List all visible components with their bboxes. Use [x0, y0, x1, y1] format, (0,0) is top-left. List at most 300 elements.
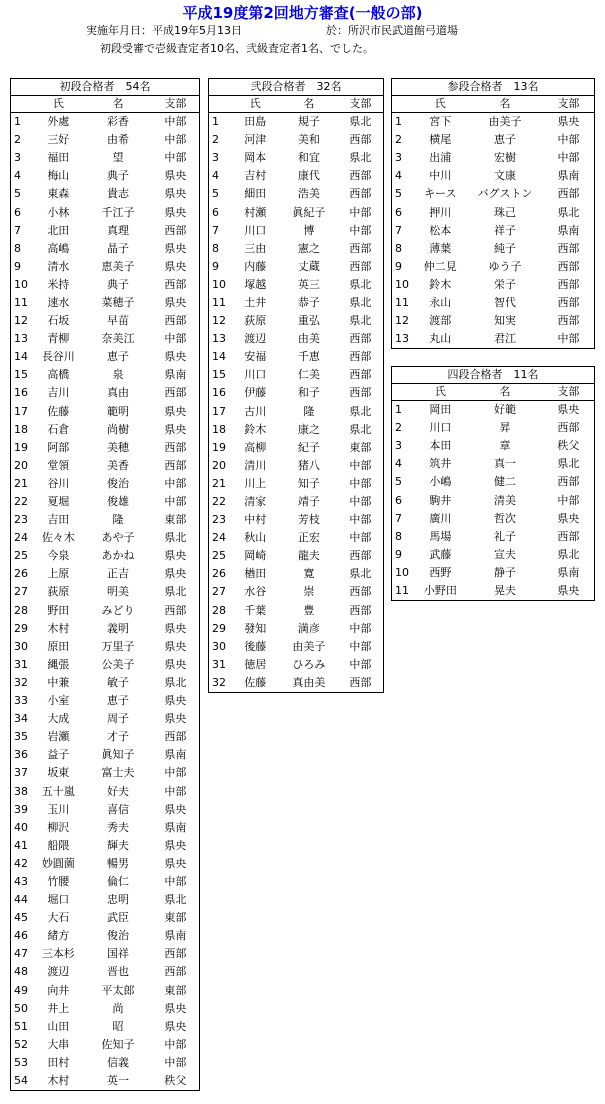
table-row: [11, 366, 200, 384]
family-name: 宮下: [429, 115, 452, 129]
given-name: あや子: [101, 531, 135, 545]
given-name: 恵美子: [101, 259, 135, 273]
family-name: 廣川: [429, 511, 452, 525]
row-number: 16: [11, 384, 33, 402]
family-name: 川口: [244, 368, 267, 382]
table-row: [11, 674, 200, 692]
exam-summary: 初段受審で壱級査定者10名、弐級査定者1名、でした。: [100, 42, 374, 55]
given-name: 俊治: [106, 476, 129, 490]
table-row: [11, 855, 200, 873]
given-name: 豊: [303, 603, 315, 617]
table-row: [209, 294, 384, 312]
branch: 西部: [543, 276, 595, 294]
family-name: 東森: [47, 187, 70, 201]
family-name: 小野田: [413, 582, 467, 601]
table-row: [209, 529, 384, 547]
family-name: 堀口: [47, 893, 70, 907]
branch: 県央: [543, 510, 595, 528]
row-number: 10: [11, 276, 33, 294]
given-name: 真由美: [280, 674, 338, 693]
family-name: 三本杉: [41, 947, 75, 961]
row-number: 20: [209, 457, 231, 475]
table-row: [392, 294, 595, 312]
given-name: 美和: [297, 133, 320, 147]
branch: 中部: [152, 330, 200, 348]
given-name: 眞知子: [101, 748, 135, 762]
table-row: [11, 638, 200, 656]
row-number: 48: [11, 963, 33, 981]
table-row: [11, 384, 200, 402]
table-row: [11, 1000, 200, 1018]
family-name: 柳沢: [47, 820, 70, 834]
family-name: 吉村: [244, 169, 267, 183]
row-number: 33: [11, 692, 33, 710]
given-name: 英一: [84, 1072, 152, 1091]
given-name: 富士夫: [101, 766, 135, 780]
table-row: [209, 167, 384, 185]
row-number: 7: [11, 222, 33, 240]
given-name: 好範: [494, 403, 516, 417]
table-row: [11, 963, 200, 981]
table-row: [209, 384, 384, 402]
table-row: [392, 473, 595, 491]
section-title: 四段合格者 11名: [392, 367, 595, 384]
branch: 東部: [152, 511, 200, 529]
branch: 中部: [543, 131, 595, 149]
family-name: 田村: [47, 1055, 70, 1069]
branch: 秩父: [152, 1072, 200, 1091]
table-row: [11, 1018, 200, 1036]
given-name: 章: [499, 439, 511, 453]
family-name: 坂東: [47, 766, 70, 780]
given-name: 満彦: [297, 621, 320, 635]
branch: 県央: [543, 113, 595, 132]
family-name: 押川: [429, 205, 452, 219]
given-name: 美穂: [106, 440, 129, 454]
given-name: ひろみ: [292, 657, 326, 671]
given-name: 祥子: [494, 223, 517, 237]
row-number: 9: [392, 258, 414, 276]
given-name: 恭子: [297, 295, 320, 309]
given-name: 泉: [112, 368, 124, 382]
given-name: 敏子: [106, 675, 129, 689]
family-name: 大串: [47, 1037, 70, 1051]
table-row: [209, 330, 384, 348]
row-number: 5: [11, 185, 33, 203]
family-name: 米持: [47, 277, 70, 291]
given-name: 康之: [297, 422, 320, 436]
table-row: [11, 891, 200, 909]
family-name: 仲二見: [423, 259, 457, 273]
row-number: 23: [11, 511, 33, 529]
branch: 西部: [543, 473, 595, 491]
row-number: 13: [209, 330, 231, 348]
family-name: 渡辺: [244, 332, 267, 346]
row-number: 30: [209, 638, 231, 656]
table-row: [11, 547, 200, 565]
family-name: 河津: [244, 133, 267, 147]
row-number: 1: [11, 113, 33, 132]
table-row: [392, 203, 595, 221]
table-row: [209, 203, 384, 221]
table-row: [11, 421, 200, 439]
table-row: [209, 493, 384, 511]
column-header-given: 名: [467, 384, 543, 401]
table-row: [392, 455, 595, 473]
branch: 県央: [152, 185, 200, 203]
branch: 県南: [543, 222, 595, 240]
branch: 西部: [152, 457, 200, 475]
row-number: 30: [11, 638, 33, 656]
table-row: [11, 801, 200, 819]
given-name: 才子: [106, 730, 129, 744]
table-row: [11, 222, 200, 240]
row-number: 52: [11, 1036, 33, 1054]
row-number: 42: [11, 855, 33, 873]
given-name: 静子: [494, 565, 516, 579]
given-name: 尚: [112, 1001, 124, 1015]
table-row: [392, 149, 595, 167]
table-row: [11, 276, 200, 294]
branch: 県北: [338, 312, 384, 330]
branch: 西部: [543, 419, 595, 437]
given-name: 菜穂子: [101, 295, 135, 309]
branch: 東部: [152, 982, 200, 1000]
family-name: 三由: [244, 241, 267, 255]
family-name: 佐々木: [41, 531, 75, 545]
row-number: 9: [11, 258, 33, 276]
branch: 県央: [152, 421, 200, 439]
branch: 中部: [338, 529, 384, 547]
column-header-branch: 支部: [543, 96, 595, 113]
table-row: [11, 113, 200, 132]
family-name: 高柳: [244, 440, 267, 454]
branch: 中部: [543, 491, 595, 509]
table-row: [11, 348, 200, 366]
branch: 中部: [152, 764, 200, 782]
family-name: 高橋: [47, 368, 70, 382]
given-name: 国祥: [106, 947, 129, 961]
given-name: 美香: [106, 458, 129, 472]
table-row: [11, 1054, 200, 1072]
row-number: 5: [392, 185, 414, 203]
row-number: 6: [392, 491, 414, 509]
row-number: 31: [209, 656, 231, 674]
branch: 県央: [152, 403, 200, 421]
branch: 中部: [152, 1054, 200, 1072]
branch: 県北: [152, 891, 200, 909]
row-number: 5: [392, 473, 414, 491]
table-row: [209, 149, 384, 167]
row-number: 12: [11, 312, 33, 330]
family-name: 荻原: [244, 314, 267, 328]
row-number: 12: [392, 312, 414, 330]
family-name: 古川: [244, 404, 267, 418]
row-number: 19: [11, 439, 33, 457]
given-name: 輝夫: [106, 838, 129, 852]
table-row: [209, 457, 384, 475]
family-name: 土井: [244, 295, 267, 309]
family-name: 緒方: [47, 929, 70, 943]
given-name: 文康: [494, 169, 517, 183]
row-number: 3: [392, 149, 414, 167]
family-name: 松本: [429, 223, 452, 237]
table-row: [11, 873, 200, 891]
column-header-given: 名: [84, 96, 152, 113]
table-row: [209, 421, 384, 439]
family-name: 渡辺: [47, 965, 70, 979]
column-header-number: [209, 96, 231, 113]
table-row: [11, 511, 200, 529]
given-name: 浩美: [297, 187, 320, 201]
given-name: 俊雄: [106, 495, 129, 509]
table-row: [209, 113, 384, 132]
table-row: [11, 493, 200, 511]
branch: 西部: [152, 276, 200, 294]
table-sandan: [391, 78, 595, 349]
row-number: 53: [11, 1054, 33, 1072]
branch: 西部: [543, 528, 595, 546]
table-row: [392, 510, 595, 528]
table-row: [11, 203, 200, 221]
branch: 西部: [338, 348, 384, 366]
exam-date: 実施年月日：平成19年5月13日: [86, 24, 242, 37]
branch: 県央: [152, 565, 200, 583]
family-name: 岩瀬: [47, 730, 70, 744]
family-name: 内藤: [244, 259, 267, 273]
row-number: 27: [209, 583, 231, 601]
branch: 中部: [152, 131, 200, 149]
row-number: 27: [11, 583, 33, 601]
row-number: 32: [209, 674, 231, 693]
family-name: 岡本: [244, 151, 267, 165]
branch: 西部: [338, 330, 384, 348]
row-number: 23: [209, 511, 231, 529]
row-number: 4: [11, 167, 33, 185]
row-number: 12: [209, 312, 231, 330]
row-number: 6: [11, 203, 33, 221]
family-name: 塚越: [244, 277, 267, 291]
table-row: [11, 294, 200, 312]
branch: 西部: [338, 240, 384, 258]
row-number: 22: [209, 493, 231, 511]
table-row: [392, 437, 595, 455]
table-row: [11, 1036, 200, 1054]
family-name: 梅山: [47, 169, 70, 183]
table-row: [209, 366, 384, 384]
given-name: 丈蔵: [297, 259, 320, 273]
family-name: 村瀬: [244, 205, 267, 219]
given-name: 晃夫: [467, 582, 543, 601]
table-row: [11, 475, 200, 493]
family-name: 野田: [47, 603, 70, 617]
row-number: 26: [11, 565, 33, 583]
section-title: 参段合格者 13名: [392, 79, 595, 96]
row-number: 14: [209, 348, 231, 366]
row-number: 25: [11, 547, 33, 565]
table-row: [209, 439, 384, 457]
family-name: 岡田: [429, 403, 452, 417]
table-row: [11, 782, 200, 800]
family-name: 福田: [47, 151, 70, 165]
given-name: 早苗: [106, 314, 129, 328]
branch: 県央: [152, 348, 200, 366]
given-name: 正吉: [106, 567, 129, 581]
family-name: 武藤: [429, 547, 452, 561]
table-row: [209, 185, 384, 203]
given-name: 公美子: [101, 657, 135, 671]
family-name: 小室: [47, 694, 70, 708]
given-name: 君江: [467, 330, 543, 349]
branch: 西部: [152, 728, 200, 746]
given-name: あかね: [101, 549, 135, 563]
given-name: 千江子: [101, 205, 135, 219]
row-number: 1: [392, 113, 414, 132]
family-name: 堂領: [47, 458, 70, 472]
given-name: 典子: [106, 277, 129, 291]
branch: 中部: [152, 493, 200, 511]
given-name: 忠明: [106, 893, 129, 907]
row-number: 5: [209, 185, 231, 203]
family-name: 高嶋: [47, 241, 70, 255]
given-name: 秀夫: [106, 820, 129, 834]
given-name: 由美子: [488, 115, 522, 129]
given-name: ゆう子: [488, 259, 522, 273]
table-row: [392, 564, 595, 582]
table-row: [392, 330, 595, 349]
family-name: 千葉: [244, 603, 267, 617]
row-number: 25: [209, 547, 231, 565]
branch: 県央: [543, 582, 595, 601]
branch: 中部: [543, 330, 595, 349]
row-number: 28: [209, 602, 231, 620]
given-name: 宣夫: [494, 547, 516, 561]
given-name: 珠己: [494, 205, 517, 219]
exam-info: [86, 22, 458, 38]
row-number: 2: [392, 131, 414, 149]
given-name: 周子: [106, 712, 129, 726]
row-number: 51: [11, 1018, 33, 1036]
family-name: 西野: [429, 565, 452, 579]
branch: 中部: [338, 222, 384, 240]
branch: 西部: [152, 384, 200, 402]
table-row: [11, 439, 200, 457]
given-name: 知実: [494, 314, 517, 328]
given-name: 真理: [106, 223, 129, 237]
table-row: [209, 403, 384, 421]
table-row: [392, 131, 595, 149]
family-name: 今泉: [47, 549, 70, 563]
family-name: キース: [424, 187, 457, 201]
branch: 県央: [152, 1000, 200, 1018]
column-header-given: 名: [280, 96, 338, 113]
table-row: [11, 312, 200, 330]
given-name: 佐知子: [101, 1037, 135, 1051]
branch: 県北: [543, 455, 595, 473]
family-name: 石坂: [47, 314, 70, 328]
table-row: [392, 258, 595, 276]
table-row: [11, 529, 200, 547]
branch: 県央: [152, 656, 200, 674]
row-number: 7: [392, 510, 414, 528]
given-name: 寛: [303, 567, 315, 581]
table-row: [392, 401, 595, 420]
family-name: 伊藤: [244, 386, 267, 400]
given-name: 宏樹: [494, 151, 517, 165]
row-number: 44: [11, 891, 33, 909]
table-row: [11, 258, 200, 276]
table-row: [392, 240, 595, 258]
table-row: [11, 240, 200, 258]
given-name: 昇: [499, 421, 511, 435]
row-number: 1: [209, 113, 231, 132]
branch: 西部: [543, 258, 595, 276]
row-number: 34: [11, 710, 33, 728]
given-name: 仁美: [297, 368, 320, 382]
row-number: 4: [209, 167, 231, 185]
family-name: 益子: [47, 748, 70, 762]
table-row: [11, 764, 200, 782]
given-name: 武臣: [106, 911, 129, 925]
table-row: [392, 419, 595, 437]
branch: 県南: [152, 819, 200, 837]
table-row: [209, 222, 384, 240]
row-number: 11: [392, 582, 414, 601]
table-nidan: [208, 78, 384, 693]
row-number: 8: [209, 240, 231, 258]
table-row: [11, 982, 200, 1000]
table-row: [209, 565, 384, 583]
table-row: [392, 312, 595, 330]
row-number: 29: [11, 620, 33, 638]
row-number: 8: [11, 240, 33, 258]
family-name: 徳居: [244, 657, 267, 671]
row-number: 24: [209, 529, 231, 547]
table-row: [11, 185, 200, 203]
row-number: 11: [11, 294, 33, 312]
family-name: 田島: [244, 115, 267, 129]
family-name: 駒井: [429, 493, 452, 507]
family-name: 細田: [244, 187, 267, 201]
given-name: 隆: [112, 513, 124, 527]
table-row: [209, 276, 384, 294]
table-row: [392, 546, 595, 564]
branch: 県央: [152, 1018, 200, 1036]
family-name: 發知: [244, 621, 267, 635]
table-row: [209, 258, 384, 276]
given-name: 康代: [297, 169, 320, 183]
row-number: 9: [392, 546, 414, 564]
family-name: 安福: [244, 350, 267, 364]
given-name: 憲之: [297, 241, 320, 255]
table-row: [209, 638, 384, 656]
given-name: 貴志: [106, 187, 129, 201]
family-name: 大成: [47, 712, 70, 726]
family-name: 永山: [429, 295, 452, 309]
given-name: 典子: [106, 169, 129, 183]
given-name: 靖子: [297, 495, 320, 509]
family-name: 佐藤: [47, 404, 70, 418]
family-name: 馬場: [429, 529, 452, 543]
family-name: 吉川: [47, 386, 70, 400]
family-name: 玉川: [47, 802, 70, 816]
table-row: [11, 457, 200, 475]
table-row: [11, 149, 200, 167]
row-number: 9: [209, 258, 231, 276]
row-number: 49: [11, 982, 33, 1000]
branch: 中部: [338, 493, 384, 511]
branch: 西部: [543, 185, 595, 203]
